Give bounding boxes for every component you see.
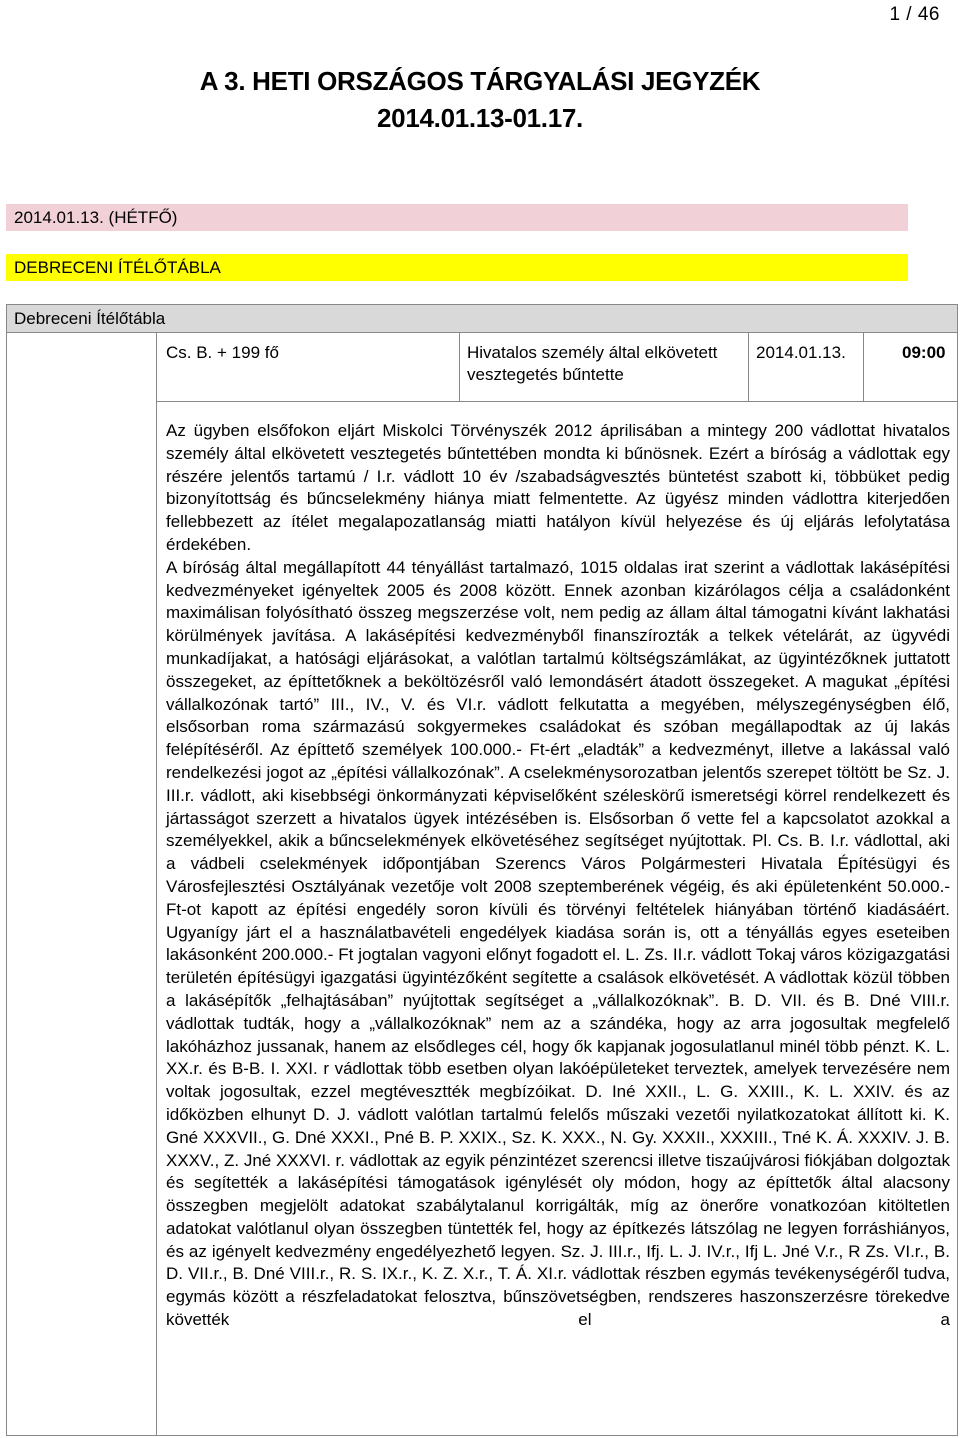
summary-paragraph: Az ügyben elsőfokon eljárt Miskolci Törvényszék 2012 áprilisában a mintegy 200 vádlottat hivatalos személy által elkövetett vesztegetés bűntettében mondta ki bűnösnek. Ezért a bíróság a vádlottak egy részére jelentős tartamú / I.r. vádlott 10 év /szabadságvesztés büntetést szabott ki, többüket pedig bizonyítottság és bűncselekmény hiánya miatt felmentette. Az ügyész minden vádlottra kiterjedően fellebbezett az ítélet megalapozatlanság miatti hatályon kívül helyezése és új eljárás lefolytatása érdekében. — [166, 421, 950, 554]
page-number: 1 / 46 — [889, 4, 940, 25]
charge — [467, 342, 747, 386]
row-divider — [156, 401, 957, 402]
summary-paragraph: A bíróság által megállapított 44 tényállást tartalmazó, 1015 oldalas irat szerint a vádlottak lakásépítési kedvezményeket igényeltek 2005 és 2008 között. Ennek azonban kizárólagos célja a családonként maximálisan folyósítható összeg megszerzése volt, nem pedig az állam által támogatni kívánt lakhatási körülmények javítása. A lakásépítési kedvezményből finanszírozták a telkek vételárát, az ügyvédi munkadíjakat, a hatósági eljárásokat, a valótlan tartalmú költségszámlákat, az ügyintézőknek juttatott összegeket, az építtetőknek a beköltözésről való lemondásért átadott összegeket. A magukat „építési vállalkozónak tartó” III., IV., V. és VI.r. vádlott felkutatta a megyében, mélyszegénységben élő, elsősorban roma származású sokgyermekes családokat és szóban megállapodtak az új lakás felépítéséről. Az építtető személyek 100.000.- Ft-ért „eladták” a kedvezményt, illetve a lakással való rendelkezési jogot az „építési vállalkozónak”. A cselekménysorozatban jelentős szerepet töltött be Sz. J. III.r. vádlott, aki kisebbségi önkormányzati képviselőként széleskörű ismeretségi körrel rendelkezett és jártasságot szerzett a hivatalos ügyek intézésében is. Elsősorban ő vette fel a kapcsolatot azokkal a személyekkel, akik a bűncselekmények elkövetéséhez segítséget nyújtottak. Pl. Cs. B. I.r. vádlottal, aki a vádbeli cselekmények időpontjában Szerencs Város Polgármesteri Hivatala Építésügyi és Városfejlesztési Osztályának vezetője volt 2008 szeptemberének végéig, és aki épületenként 50.000.- Ft-ot kapott az építési engedély soron kívüli és törvényi feltételek hiányában történő kiadásáért. Ugyanígy járt el a használatbavételi engedélyek kiadása során is, ott a tényállás egyes eseteiben lakásonként 200.000.- Ft jogtalan vagyoni előnyt fogadott el. L. Zs. II.r. vádlott Tokaj város közigazgatási területén építésügyi igazgatási ügyintézőként segítette a csalások elkövetését. A vádlottak közül többen a lakásépítők „felhajtásában” nyújtottak segítséget a „vállalkozóknak”. B. D. VII. és B. Dné VIII.r. vádlottak tudták, hogy a „vállalkozóknak” nem az a szándéka, hogy az arra jogosultak megfelelő lakóházhoz jussanak, hanem az elsődleges cél, hogy ők kapjanak jogosulatlanul minél több pénzt. K. L. XX.r. és B-B. I. XXI. r vádlottak több esetben olyan lakóépületeket terveztek, amelyek tervezésére nem voltak jogosultak, ezzel megtévesztték megbízóikat. D. Iné XXII., L. G. XXIII., K. L. XXIV. és az időközben elhunyt D. J. vádlott valótlan tartalmú felelős műszaki vezetői nyilatkozatokat állított ki. K. Gné XXXVII., G. Dné XXXI., Pné B. P. XXIX., Sz. K. XXX., N. Gy. XXXII., XXXIII., Tné K. Á. XXXIV. J. B. XXXV., Z. Jné XXXVI. r. vádlottak az egyik pénzintézet szerencsi illetve tiszaújvárosi fiókjában dolgoztak és segítették a lakásépítési támogatások igénylését oly módon, hogy az építtetők által alacsony összegben megjelölt adatokat szabálytalanul korrigálták, míg az önerőre vonatkozóan kitöltetlen adatokat valótlanul olyan összegben tüntették fel, hogy az építkezés látszólag ne legyen forráshiányos, és az igényelt kedvezmény engedélyezhető legyen. Sz. J. III.r., Ifj. L. J. IV.r., Ifj L. Jné V.r., R Zs. VI.r., B. D. VII.r., B. Dné VIII.r., R. S. IX.r., K. Z. X.r., T. Á. XI.r. vádlottak részben egymás tevékenységéről tudva, egymás között a részfeladatokat felosztva, bűnszövetségben, rendszeres haszonszerzésre törekedve követték el a — [166, 557, 950, 1330]
day-heading: 2014.01.13. (HÉTFŐ) — [6, 204, 908, 231]
case-number: Cs. B. + 199 fő — [166, 343, 279, 362]
charge-line-1: Hivatalos személy által elkövetett — [467, 343, 718, 362]
hearing-time: 09:00 — [902, 343, 946, 362]
document-title: A 3. HETI ORSZÁGOS TÁRGYALÁSI JEGYZÉK — [199, 66, 761, 96]
column-divider — [863, 333, 864, 401]
hearing-date: 2014.01.13. — [756, 343, 846, 362]
document-date-range: 2014.01.13-01.17. — [377, 103, 583, 133]
column-divider — [748, 333, 749, 401]
indent-column-border — [156, 333, 157, 1435]
charge-line-2: vesztegetés bűntette — [467, 365, 624, 384]
hearing-table — [6, 304, 958, 1436]
case-summary — [166, 420, 950, 1332]
court-name-header: Debreceni Ítélőtábla — [7, 305, 957, 333]
court-heading: DEBRECENI ÍTÉLŐTÁBLA — [6, 254, 908, 281]
column-divider — [459, 333, 460, 401]
